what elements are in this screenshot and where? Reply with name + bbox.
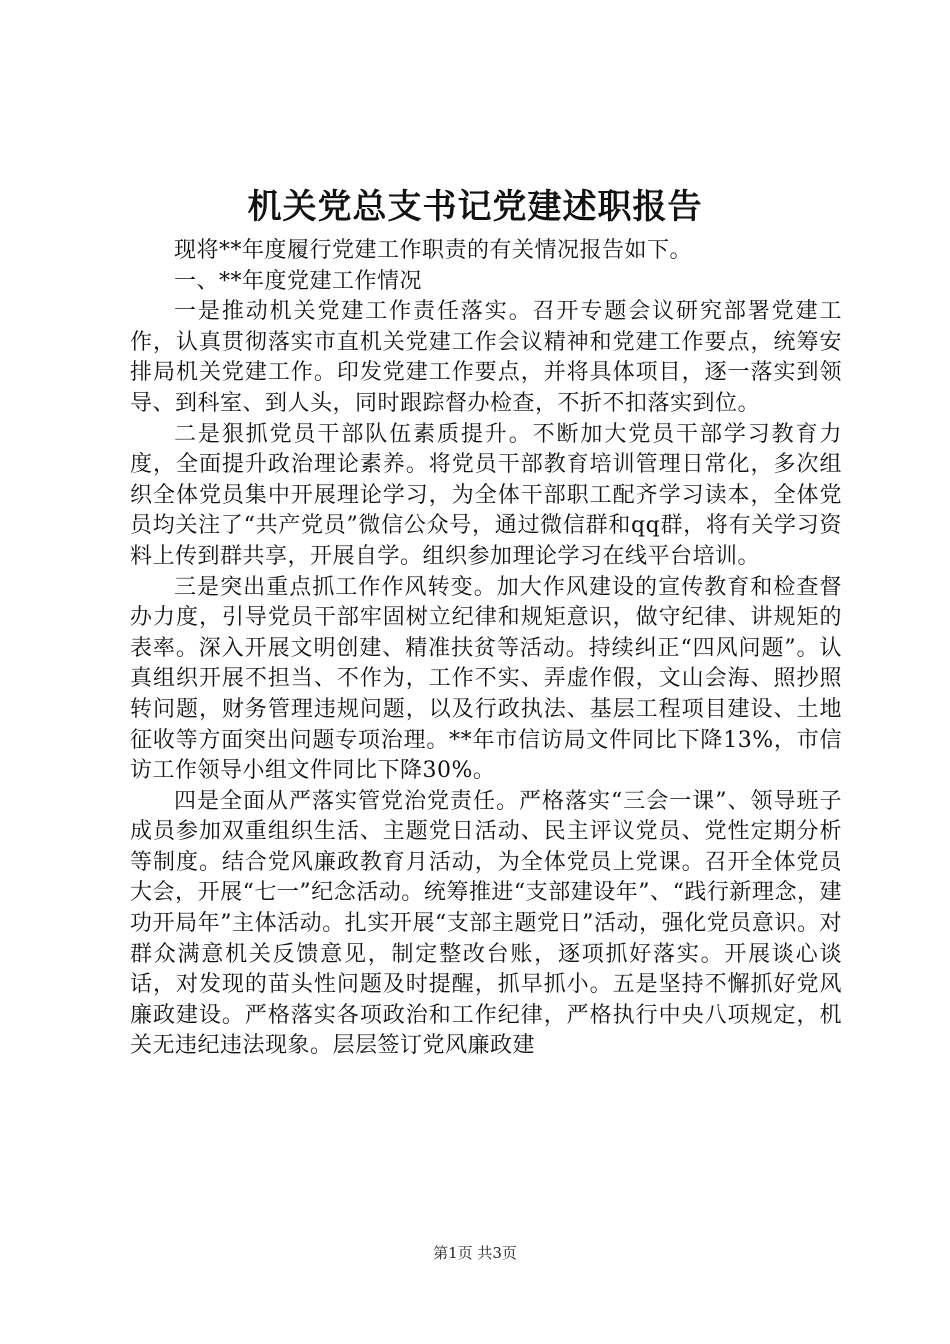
section-heading: 一、**年度党建工作情况 <box>174 268 423 294</box>
page-number-footer: 第1页 共3页 <box>433 1244 517 1262</box>
paragraph-intro: 现将**年度履行党建工作职责的有关情况报告如下。 <box>174 238 693 263</box>
paragraph-item-1: 一是推动机关党建工作责任落实。召开专题会议研究部署党建工作，认真贯彻落实市直机关党建工作会议精神和党建工作要点，统筹安排局机关党建工作。印发党建工作要点，并将具体项目，逐一落实到领导、到科室、到人头，同时跟踪督办检查，不折不扣落实到位。 <box>130 299 842 416</box>
paragraph-item-3: 三是突出重点抓工作作风转变。加大作风建设的宣传教育和检查督办力度，引导党员干部牢固树立纪律和规矩意识，做守纪律、讲规矩的表率。深入开展文明创建、精准扶贫等活动。持续纠正“四风问题”。认真组织开展不担当、不作为，工作不实、弄虚作假，文山会海、照抄照转问题，财务管理违规问题，以及行政执法、基层工程项目建设、土地征收等方面突出问题专项治理。**年市信访局文件同比下降13%，市信访工作领导小组文件同比下降30%。 <box>130 574 842 784</box>
paragraph-item-2: 二是狠抓党员干部队伍素质提升。不断加大党员干部学习教育力度，全面提升政治理论素养。将党员干部教育培训管理日常化，多次组织全体党员集中开展理论学习，为全体干部职工配齐学习读本，全体党员均关注了“共产党员”微信公众号，通过微信群和qq群，将有关学习资料上传到群共享，开展自学。组织参加理论学习在线平台培训。 <box>130 421 842 569</box>
document-body <box>130 236 842 1062</box>
paragraph-item-4: 四是全面从严落实管党治党责任。严格落实“三会一课”、领导班子成员参加双重组织生活、主题党日活动、民主评议党员、党性定期分析等制度。结合党风廉政教育月活动，为全体党员上党课。召开全体党员大会，开展“七一”纪念活动。统筹推进“支部建设年”、“践行新理念，建功开局年”主体活动。扎实开展“支部主题党日”活动，强化党员意识。对群众满意机关反馈意见，制定整改台账，逐项抓好落实。开展谈心谈话，对发现的苗头性问题及时提醒，抓早抓小。五是坚持不懈抓好党风廉政建设。严格落实各项政治和工作纪律，严格执行中央八项规定，机关无违纪违法现象。层层签订党风廉政建 <box>130 788 842 1059</box>
document-title: 机关党总支书记党建述职报告 <box>247 187 703 227</box>
